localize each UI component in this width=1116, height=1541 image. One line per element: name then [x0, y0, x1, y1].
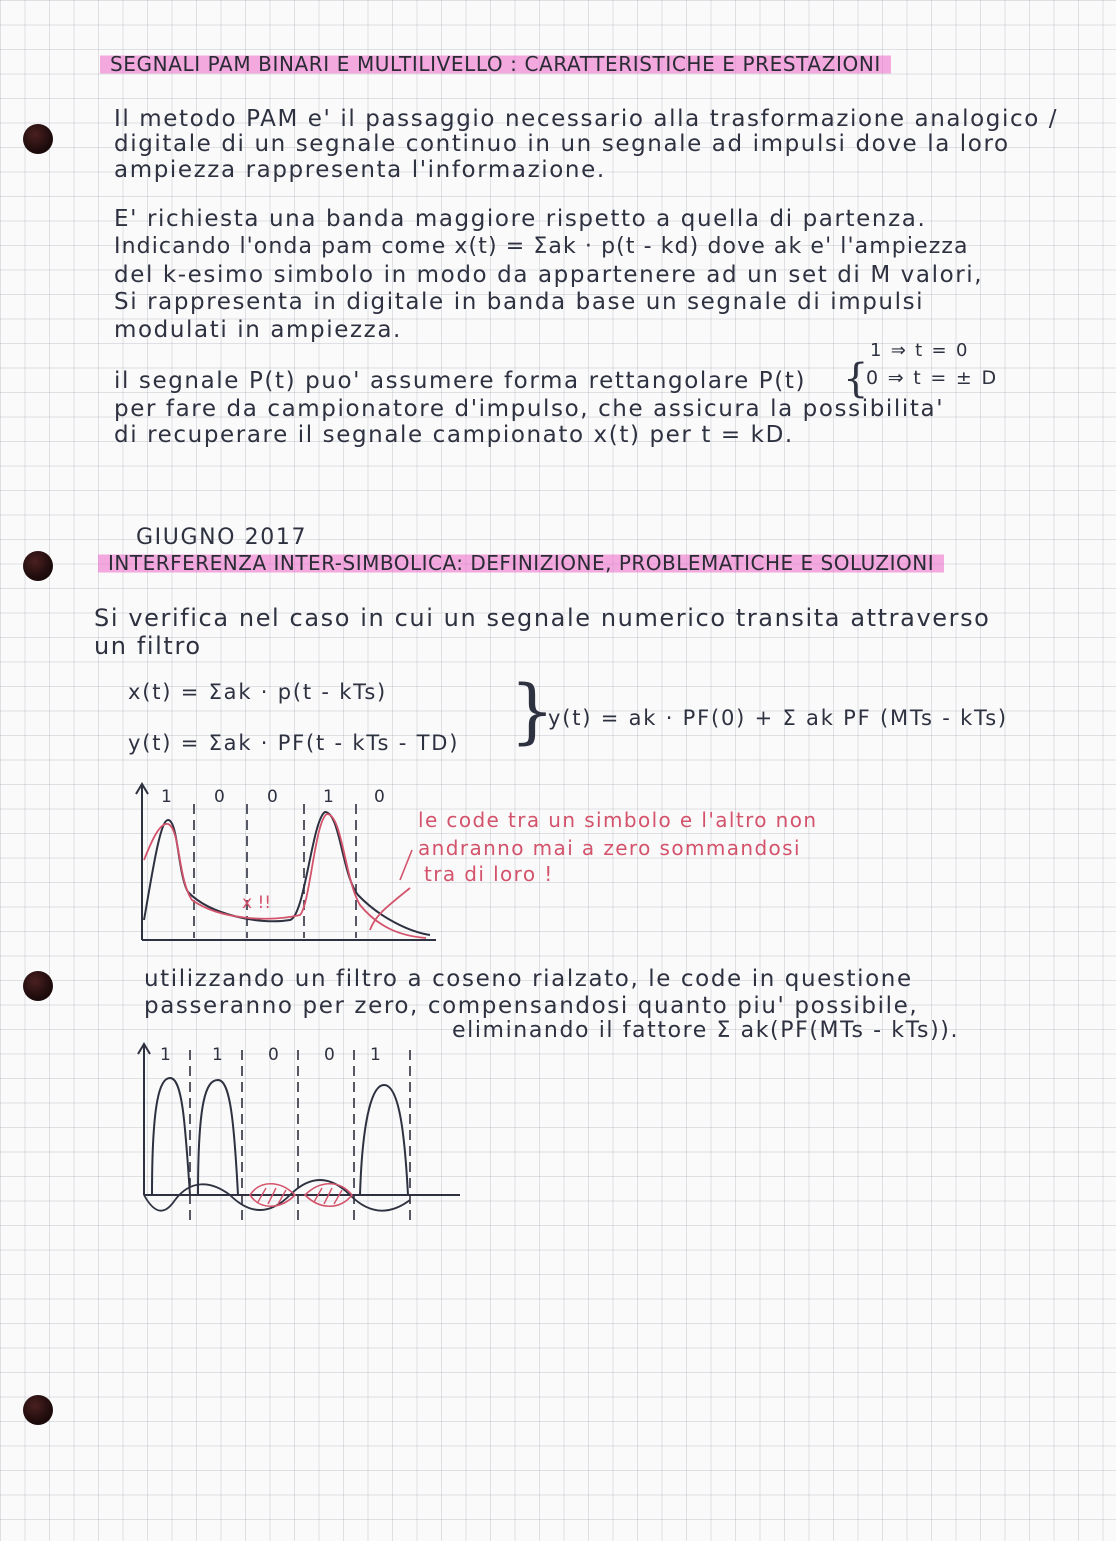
binder-hole — [23, 1395, 53, 1425]
binder-hole — [23, 971, 53, 1001]
section2-date: GIUGNO 2017 — [136, 525, 308, 550]
bit-label: 0 — [214, 787, 225, 807]
text-line: di recuperare il segnale campionato x(t) per t = kD. — [114, 422, 794, 448]
text-line: modulati in ampiezza. — [114, 317, 402, 343]
equation-y-expanded: y(t) = ak · PF(0) + Σ ak PF (MTs - kTs) — [548, 706, 1008, 730]
bit-label: 0 — [268, 1045, 279, 1065]
bit-label: 1 — [323, 787, 334, 807]
piecewise-top: 1 ⇒ t = 0 — [870, 340, 970, 361]
text-line: per fare da campionatore d'impulso, che assicura la possibilita' — [114, 396, 945, 422]
text-line: Il metodo PAM e' il passaggio necessario alla trasformazione analogico / — [114, 106, 1059, 132]
equation-brace: } — [510, 670, 555, 752]
binder-hole — [23, 124, 53, 154]
section2-title: INTERFERENZA INTER-SIMBOLICA: DEFINIZIONE, PROBLEMATICHE E SOLUZIONI — [98, 551, 944, 575]
text-line: digitale di un segnale continuo in un segnale ad impulsi dove la loro — [114, 131, 1010, 157]
text-line: un filtro — [94, 632, 202, 660]
raised-cosine-graph — [130, 1040, 470, 1240]
equation-x: x(t) = Σak · p(t - kTs) — [128, 680, 388, 704]
text-line: E' richiesta una banda maggiore rispetto a quella di partenza. — [114, 206, 927, 232]
text-line: il segnale P(t) puo' assumere forma rettangolare P(t) — [114, 368, 807, 394]
text-line: andranno mai a zero sommandosi — [418, 836, 801, 860]
bit-label: 0 — [324, 1045, 335, 1065]
equation-y: y(t) = Σak · PF(t - kTs - TD) — [128, 731, 460, 755]
text-line: ampiezza rappresenta l'informazione. — [114, 157, 606, 183]
bit-label: 1 — [161, 787, 172, 807]
text-line: tra di loro ! — [424, 862, 554, 886]
text-line: Indicando l'onda pam come x(t) = Σak · p(t - kd) dove ak e' l'ampiezza — [114, 234, 969, 259]
text-line: eliminando il fattore Σ ak(PF(MTs - kTs)). — [452, 1018, 960, 1043]
piecewise-bottom: 0 ⇒ t = ± D — [866, 367, 998, 389]
text-line: del k-esimo simbolo in modo da appartenere ad un set di M valori, — [114, 262, 984, 288]
bit-label: 0 — [267, 787, 278, 807]
bit-label: 1 — [160, 1045, 171, 1065]
binder-hole — [23, 551, 53, 581]
text-line: Si rappresenta in digitale in banda base un segnale di impulsi — [114, 289, 925, 315]
bit-label: 0 — [374, 787, 385, 807]
section1-title: SEGNALI PAM BINARI E MULTILIVELLO : CARATTERISTICHE E PRESTAZIONI — [100, 52, 891, 76]
isi-mark: x !! — [242, 893, 272, 913]
text-line: passeranno per zero, compensandosi quanto piu' possibile, — [144, 993, 919, 1019]
piecewise-brace: { — [843, 356, 871, 402]
bit-label: 1 — [370, 1045, 381, 1065]
isi-graph — [130, 780, 450, 950]
text-line: Si verifica nel caso in cui un segnale numerico transita attraverso — [94, 604, 991, 632]
bit-label: 1 — [212, 1045, 223, 1065]
text-line: utilizzando un filtro a coseno rialzato, le code in questione — [144, 966, 913, 992]
text-line: le code tra un simbolo e l'altro non — [418, 808, 818, 832]
